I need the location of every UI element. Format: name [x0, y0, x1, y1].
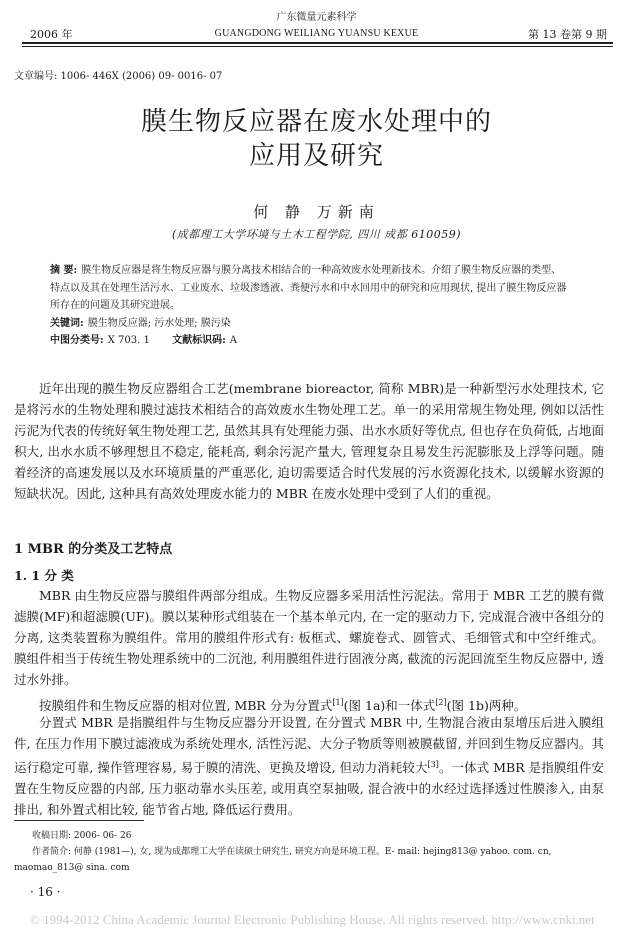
subsection-heading-1-1: 1. 1 分 类	[14, 568, 74, 583]
classification	[50, 332, 570, 350]
doc-code-value: A	[229, 335, 238, 346]
text-span: (图 1a)和一体式	[343, 698, 436, 714]
clc-label: 中图分类号:	[50, 335, 104, 346]
citation-1: [1]	[332, 698, 344, 707]
copyright-watermark: © 1994-2012 China Academic Journal Electronic Publishing House. All rights reserved. http://www.cnki.net	[30, 912, 595, 927]
keywords-label: 关键词:	[50, 317, 84, 329]
section-heading-1: 1 MBR 的分类及工艺特点	[14, 542, 173, 557]
footnotes	[14, 828, 604, 876]
article-title	[0, 105, 633, 173]
keywords	[50, 315, 570, 333]
abstract-label: 摘 要:	[50, 265, 78, 276]
text-span: 。一体式 MBR 是指膜组件安置在生物反应器的内部, 压力驱动靠水头压差, 或用真空泵抽吸, 混合液中的水经过选择透过性膜渗入, 由泵排出, 和外置式相比较, 能节省占地, 降低运行费用。	[14, 760, 605, 818]
page-number: · 16 ·	[30, 885, 61, 899]
footnote-received: 收稿日期: 2006- 06- 26	[32, 831, 132, 841]
header-year: 2006 年	[30, 28, 73, 41]
header-rule-thin	[22, 46, 613, 47]
footnote-rule	[14, 820, 144, 821]
header-rule-thick	[22, 42, 613, 44]
abstract-text: 膜生物反应器是将生物反应器与膜分离技术相结合的一种高效废水处理新技术。介绍了膜生物反应器的类型、特点以及其在处理生活污水、工业废水、垃圾渗透液、粪便污水和中水回用中的研究和应用现状, 提出了膜生物反应器所存在的问题及其研究进展。	[50, 265, 567, 311]
footnote-author: 作者简介: 何静 (1981—), 女, 现为成都理工大学在读硕士研究生, 研究方向是环境工程。E- mail: hejing813@ yahoo. com. cn, maomao_813@ sina. com	[14, 847, 552, 873]
affiliation: (成都理工大学环境与土木工程学院, 四川 成都 610059)	[171, 228, 462, 241]
intro-paragraph: 近年出现的膜生物反应器组合工艺(membrane bioreactor, 简称 MBR)是一种新型污水处理技术, 它是将污水的生物处理和膜过滤技术相结合的高效废水生物处理工艺。单一的采用常规生物处理, 例如以活性污泥为代表的传统好氧生物处理工艺, 虽然其具有处理能力强、出水水质好等优点, 但也存在负荷低, 占地面积大, 出水水质不够理想且不稳定, 能耗高, 剩余污泥产量大, 管理复杂且易发生污泥膨胀及上浮等问题。随着经济的高速发展以及水环境质量的严重恶化, 迫切需要适合时代发展的污水资源化技术, 以缓解水资源的短缺状况。因此, 这种具有高效处理废水能力的 MBR 在废水处理中受到了人们的重视。	[14, 381, 604, 501]
paragraph-mbr-components: MBR 由生物反应器与膜组件两部分组成。生物反应器多采用活性污泥法。常用于 MBR 工艺的膜有微滤膜(MF)和超滤膜(UF)。膜以某种形式组装在一个基本单元内, 在一定的驱动力下, 完成混合液中各组分的分离, 这类装置称为膜组件。常用的膜组件形式有: 板框式、螺旋卷式、圆管式、毛细管式和中空纤维式。膜组件相当于传统生物处理系统中的二沉池, 利用膜组件进行固液分离, 截流的污泥回流至生物反应器中, 透过水外排。	[14, 588, 604, 687]
title-line-2: 应用及研究	[248, 141, 384, 171]
doc-code-label: 文献标识码:	[172, 335, 226, 346]
text-span: 分置式 MBR 是指膜组件与生物反应器分开设置, 在分置式 MBR 中, 生物混合液由泵增压后进入膜组件, 在压力作用下膜过滤液成为系统处理水, 活性污泥、大分子物质等则被膜截留, 并回到生物反应器内。其运行稳定可靠, 操作管理容易, 易于膜的清洗、更换及增设, 但动力消耗较大	[14, 715, 604, 776]
authors: 何 静 万新南	[253, 203, 380, 221]
abstract	[50, 262, 570, 315]
journal-name-cn: 广东微量元素科学	[276, 12, 357, 23]
keywords-text: 膜生物反应器; 污水处理; 膜污染	[87, 317, 231, 329]
title-line-1: 膜生物反应器在废水处理中的	[140, 107, 492, 137]
text-span: (图 1b)两种。	[446, 698, 527, 714]
article-number: 文章编号: 1006- 446X (2006) 09- 0016- 07	[14, 71, 223, 82]
text-span: 按膜组件和生物反应器的相对位置, MBR 分为分置式	[39, 698, 333, 714]
citation-2: [2]	[435, 698, 447, 707]
citation-3: [3]	[427, 760, 439, 769]
clc-value: X 703. 1	[107, 335, 150, 346]
abstract-block	[50, 262, 570, 350]
paragraph-split-mbr	[14, 712, 604, 820]
journal-name-en: GUANGDONG WEILIANG YUANSU KEXUE	[214, 28, 419, 39]
header-volume: 第 13 卷第 9 期	[528, 28, 607, 41]
